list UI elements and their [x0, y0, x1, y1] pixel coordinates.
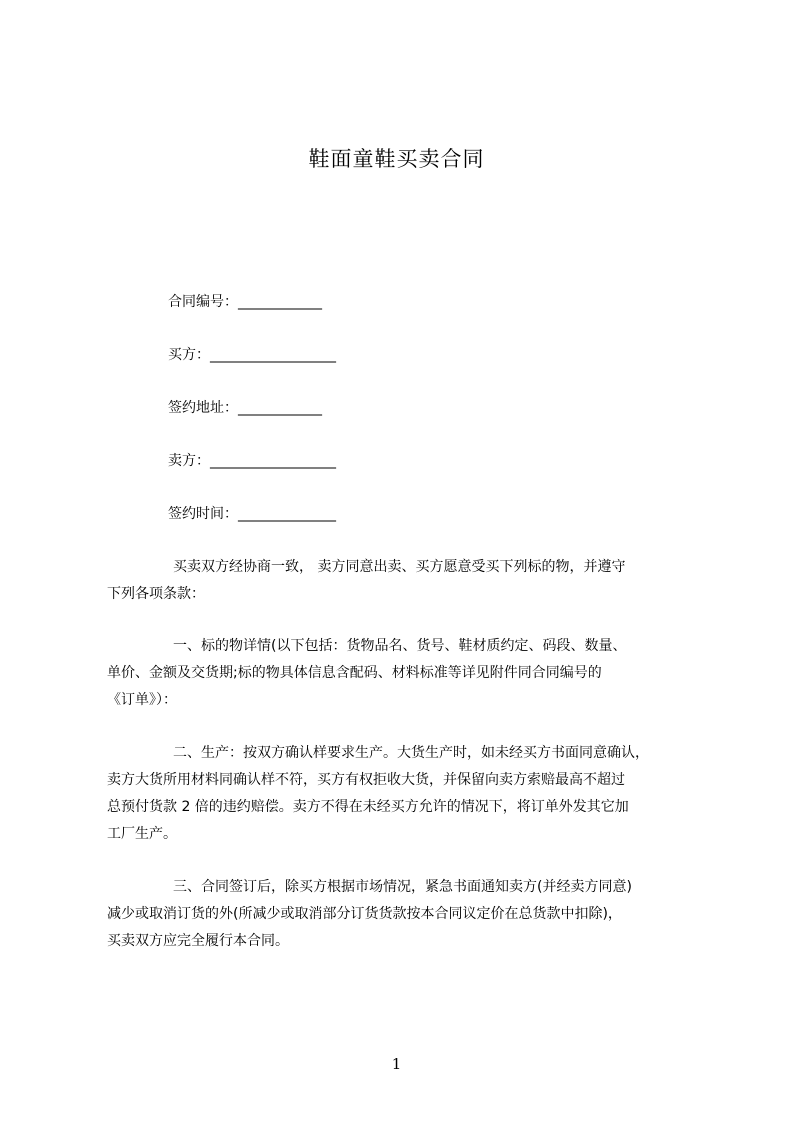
page-title: 鞋面童鞋买卖合同 [308, 147, 485, 171]
field-blank: ____________ [238, 400, 322, 416]
field-blank: ______________ [238, 506, 336, 522]
field-label: 合同编号： [168, 294, 238, 310]
paragraph-line: 单价、金额及交货期;标的物具体信息含配码、材料标准等详见附件同合同编号的 [107, 665, 602, 681]
paragraph-line: 卖方大货所用材料同确认样不符，买方有权拒收大货，并保留向卖方索赔最高不超过 [107, 772, 625, 788]
field-label: 买方： [168, 347, 210, 363]
paragraph-line: 工厂生产。 [107, 826, 177, 842]
paragraph-line: 总预付货款 2 倍的违约赔偿。卖方不得在未经买方允许的情况下，将订单外发其它加 [107, 799, 629, 815]
field-blank: __________________ [210, 347, 336, 363]
paragraph-line: 买卖双方应完全履行本合同。 [107, 933, 289, 949]
clause-subject-matter [107, 633, 703, 714]
paragraph-line: 三、合同签订后，除买方根据市场情况，紧急书面通知卖方(并经卖方同意) [173, 879, 632, 895]
field-seller [168, 451, 336, 471]
field-label: 签约时间： [168, 506, 238, 522]
paragraph-line: 买卖双方经协商一致， 卖方同意出卖、买方愿意受买下列标的物，并遵守 [173, 559, 626, 575]
field-label: 卖方： [168, 453, 210, 469]
field-blank: ____________ [238, 294, 322, 310]
paragraph-line: 《订单》）： [107, 692, 177, 708]
field-contract-number [168, 292, 322, 312]
field-label: 签约地址： [168, 400, 238, 416]
paragraph-line: 二、生产：按双方确认样要求生产。大货生产时，如未经买方书面同意确认， [173, 745, 649, 761]
page-number: 1 [391, 1055, 402, 1073]
paragraph-line: 下列各项条款： [107, 586, 205, 602]
field-buyer [168, 345, 336, 365]
paragraph-line: 一、标的物详情(以下包括：货物品名、货号、鞋材质约定、码段、数量、 [173, 638, 627, 654]
field-signing-time [168, 504, 336, 524]
paragraph-line: 减少或取消订货的外(所减少或取消部分订货货款按本合同议定价在总货款中扣除)， [107, 906, 622, 922]
field-blank: __________________ [210, 453, 336, 469]
clause-performance [107, 874, 703, 955]
clause-production [107, 740, 703, 848]
field-signing-address [168, 398, 322, 418]
intro-paragraph [107, 554, 703, 608]
